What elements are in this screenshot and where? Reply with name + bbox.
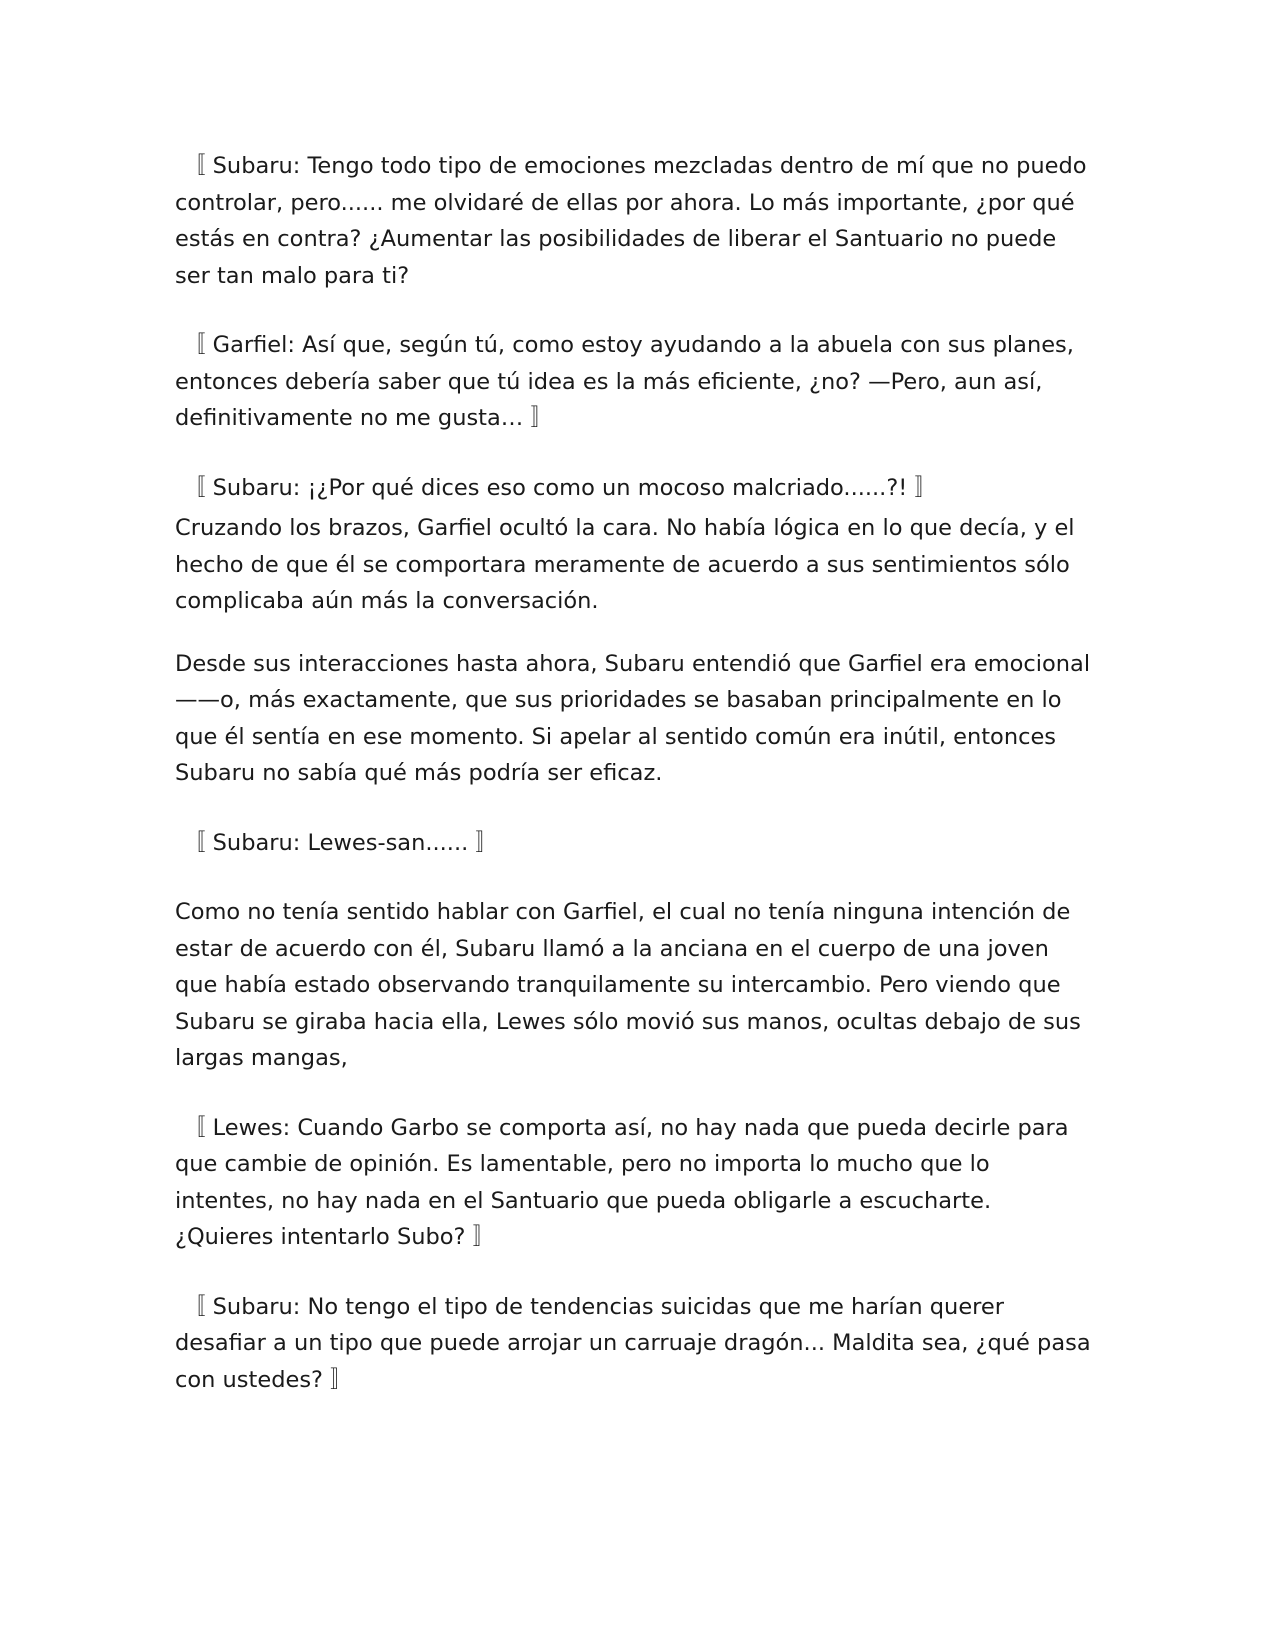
document-body [175, 148, 1095, 1398]
dialogue-subaru-4: 〚 Subaru: No tengo el tipo de tendencias suicidas que me harían querer desafiar a un tipo que puede arrojar un carruaje dragón... Maldita sea, ¿qué pasa con ustedes? 〛 [175, 1293, 1091, 1393]
dialogue-lewes-1: 〚 Lewes: Cuando Garbo se comporta así, no hay nada que pueda decirle para que cambie de opinión. Es lamentable, pero no importa lo mucho que lo intentes, no hay nada en el Santuario que pueda obligarle a escucharte. ¿Quieres intentarlo Subo? 〛 [175, 1114, 1069, 1250]
narration-1: Cruzando los brazos, Garfiel ocultó la cara. No había lógica en lo que decía, y el hecho de que él se comportara meramente de acuerdo a sus sentimientos sólo complicaba aún más la conversación. [175, 515, 1075, 614]
dialogue-subaru-1: 〚 Subaru: Tengo todo tipo de emociones mezcladas dentro de mí que no puedo controlar, pero...... me olvidaré de ellas por ahora. Lo más importante, ¿por qué estás en contra? ¿Aumentar las posibilidades de liberar el Santuario no puede ser tan malo para ti? [175, 153, 1087, 289]
dialogue-garfiel-1: 〚 Garfiel: Así que, según tú, como estoy ayudando a la abuela con sus planes, entonces debería saber que tú idea es la más eficiente, ¿no? —Pero, aun así, definitivamente no me gusta… 〛 [175, 332, 1074, 431]
dialogue-subaru-2: 〚 Subaru: ¡¿Por qué dices eso como un mocoso malcriado......?! 〛 [183, 474, 937, 501]
narration-3: Como no tenía sentido hablar con Garfiel, el cual no tenía ninguna intención de estar de acuerdo con él, Subaru llamó a la anciana en el cuerpo de una joven que había estado observando tranquilamente su intercambio. Pero viendo que Subaru se giraba hacia ella, Lewes sólo movió sus manos, ocultas debajo de sus largas mangas, [175, 899, 1081, 1071]
narration-2: Desde sus interacciones hasta ahora, Subaru entendió que Garfiel era emocional ——o, más exactamente, que sus prioridades se basaban principalmente en lo que él sentía en ese momento. Si apelar al sentido común era inútil, entonces Subaru no sabía qué más podría ser eficaz. [175, 650, 1091, 786]
dialogue-subaru-3: 〚 Subaru: Lewes-san...... 〛 [183, 829, 498, 856]
